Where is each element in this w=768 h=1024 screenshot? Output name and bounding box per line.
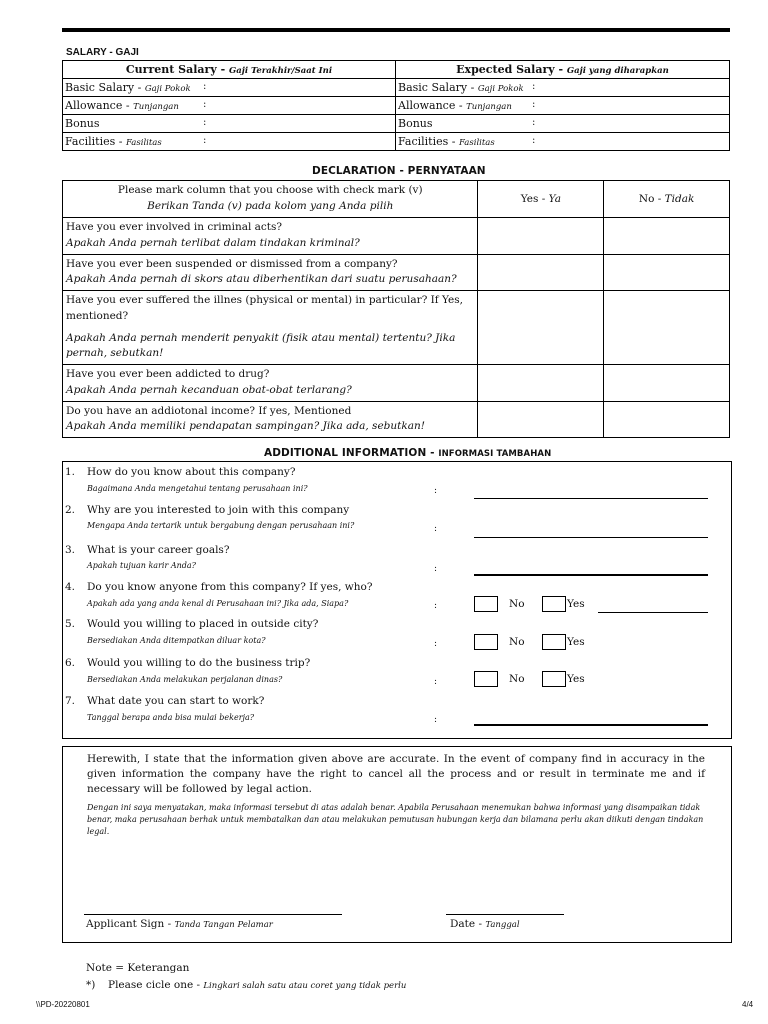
declaration-instruction: Please mark column that you choose with check mark (v) Berikan Tanda (v) pada kolom yang Anda pilih [63, 181, 478, 218]
no-checkbox-cell[interactable] [604, 254, 730, 291]
date-label: Date - Tanggal [450, 918, 520, 930]
current-facilities-field[interactable]: Facilities - Fasilitas : [63, 133, 396, 151]
declaration-question: Have you ever been suspended or dismissed from a company? Apakah Anda pernah di skors atau diberhentikan dari suatu perusahaan? [63, 254, 478, 291]
yes-label: Yes [567, 598, 585, 610]
top-rule [62, 28, 730, 32]
yes-column-header: Yes - Ya [478, 181, 604, 218]
yes-checkbox[interactable] [542, 634, 566, 650]
current-basic-salary-field[interactable]: Basic Salary - Gaji Pokok : [63, 79, 396, 97]
no-checkbox-cell[interactable] [604, 365, 730, 402]
who-answer-line[interactable] [598, 598, 708, 613]
colon: : [434, 486, 438, 496]
expected-salary-header: Expected Salary - Gaji yang diharapkan [396, 61, 730, 79]
declaration-question: Do you have an addiotonal income? If yes, Mentioned Apakah Anda memiliki pendapatan sampingan? Jika ada, sebutkan! [63, 401, 478, 438]
question-text: What is your career goals? [87, 544, 230, 556]
declaration-title: DECLARATION - PERNYATAAN [312, 165, 486, 177]
no-label: No [509, 598, 525, 610]
question-text: Do you know anyone from this company? If yes, who? [87, 581, 373, 593]
question-subtext: Tanggal berapa anda bisa mulai bekerja? [87, 713, 255, 722]
colon: : [434, 639, 438, 649]
page-number: 4/4 [742, 1000, 754, 1009]
no-checkbox-cell[interactable] [604, 218, 730, 255]
yes-checkbox-cell[interactable] [478, 218, 604, 255]
question-number: 2. [65, 504, 76, 516]
answer-line-1[interactable] [474, 483, 708, 499]
colon: : [434, 677, 438, 687]
statement-english: Herewith, I state that the information given above are accurate. In the event of company find in accuracy in the given information the company have the right to cancel all the process and or result in terminate me and if necessary will be followed by legal action. [87, 753, 705, 796]
colon: : [434, 601, 438, 611]
date-line[interactable] [446, 902, 564, 915]
expected-allowance-field[interactable]: Allowance - Tunjangan : [396, 97, 730, 115]
additional-info-title: ADDITIONAL INFORMATION - INFORMASI TAMBAHAN [264, 447, 552, 459]
yes-checkbox-cell[interactable] [478, 254, 604, 291]
expected-basic-salary-field[interactable]: Basic Salary - Gaji Pokok : [396, 79, 730, 97]
question-subtext: Bagaimana Anda mengetahui tentang perusahaan ini? [87, 484, 308, 493]
declaration-question: Have you ever suffered the illnes (physical or mental) in particular? If Yes, mentioned? Apakah Anda pernah menderit penyakit (fisik atau mental) tertentu? Jika pernah, sebutkan! [63, 291, 478, 365]
note-text: Please cicle one - Lingkari salah satu atau coret yang tidak perlu [108, 979, 407, 991]
no-checkbox[interactable] [474, 671, 498, 687]
colon: : [434, 564, 438, 574]
question-number: 7. [65, 695, 76, 707]
salary-table [62, 60, 730, 151]
current-bonus-field[interactable]: Bonus : [63, 115, 396, 133]
yes-checkbox-cell[interactable] [478, 365, 604, 402]
no-checkbox-cell[interactable] [604, 401, 730, 438]
no-column-header: No - Tidak [604, 181, 730, 218]
question-text: Would you willing to placed in outside city? [87, 618, 319, 630]
expected-bonus-field[interactable]: Bonus : [396, 115, 730, 133]
colon: : [434, 715, 438, 725]
yes-label: Yes [567, 673, 585, 685]
question-number: 1. [65, 466, 76, 478]
question-text: Why are you interested to join with this company [87, 504, 350, 516]
note-title: Note = Keterangan [86, 962, 190, 974]
question-number: 4. [65, 581, 76, 593]
question-subtext: Apakah tujuan karir Anda? [87, 561, 196, 570]
current-allowance-field[interactable]: Allowance - Tunjangan : [63, 97, 396, 115]
question-subtext: Bersediakan Anda melakukan perjalanan dinas? [87, 675, 283, 684]
answer-line-2[interactable] [474, 523, 708, 538]
question-subtext: Bersediakan Anda ditempatkan diluar kota? [87, 636, 266, 645]
yes-checkbox-cell[interactable] [478, 401, 604, 438]
question-text: Would you willing to do the business trip? [87, 657, 311, 669]
additional-info-box [62, 461, 732, 739]
statement-indonesian: Dengan ini saya menyatakan, maka informasi tersebut di atas adalah benar. Apabila Perusahaan menemukan bahwa informasi yang disampaikan tidak benar, maka perusahaan berhak untuk membatalkan dan atau melakukan pemutusan hubungan kerja dan bilamana perlu akan diikuti dengan tindakan legal. [87, 803, 704, 836]
no-checkbox-cell[interactable] [604, 291, 730, 365]
no-checkbox[interactable] [474, 634, 498, 650]
start-date-line[interactable] [474, 710, 708, 726]
question-number: 5. [65, 618, 76, 630]
doc-code: \\PD-20220801 [36, 1000, 90, 1009]
colon: : [434, 524, 438, 534]
salary-section-label: SALARY - GAJI [66, 47, 139, 58]
answer-line-3[interactable] [474, 560, 708, 576]
applicant-sign-line[interactable] [84, 902, 342, 915]
expected-facilities-field[interactable]: Facilities - Fasilitas : [396, 133, 730, 151]
yes-checkbox[interactable] [542, 596, 566, 612]
no-label: No [509, 636, 525, 648]
question-text: What date you can start to work? [87, 695, 265, 707]
yes-checkbox-cell[interactable] [478, 291, 604, 365]
current-salary-header: Current Salary - Gaji Terakhir/Saat Ini [63, 61, 396, 79]
declaration-question: Have you ever been addicted to drug? Apakah Anda pernah kecanduan obat-obat terlarang? [63, 365, 478, 402]
declaration-table [62, 180, 730, 438]
yes-checkbox[interactable] [542, 671, 566, 687]
question-number: 6. [65, 657, 76, 669]
no-checkbox[interactable] [474, 596, 498, 612]
declaration-question: Have you ever involved in criminal acts? Apakah Anda pernah terlibat dalam tindakan kriminal? [63, 218, 478, 255]
question-number: 3. [65, 544, 76, 556]
yes-label: Yes [567, 636, 585, 648]
question-subtext: Apakah ada yang anda kenal di Perusahaan ini? Jika ada, Siapa? [87, 599, 349, 608]
no-label: No [509, 673, 525, 685]
question-subtext: Mengapa Anda tertarik untuk bergabung dengan perusahaan ini? [87, 521, 355, 530]
note-marker: *) [86, 979, 96, 991]
applicant-sign-label: Applicant Sign - Tanda Tangan Pelamar [86, 918, 273, 930]
question-text: How do you know about this company? [87, 466, 296, 478]
